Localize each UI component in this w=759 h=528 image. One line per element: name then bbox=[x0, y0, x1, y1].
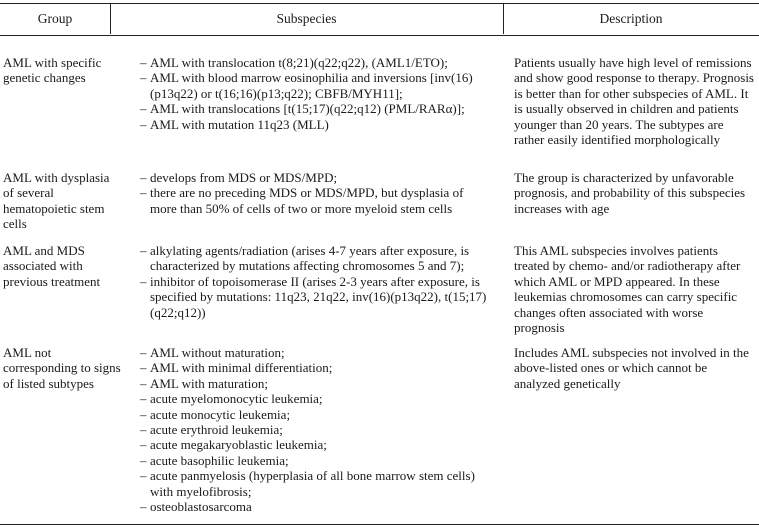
header-bottom-rule bbox=[0, 35, 759, 36]
table-top-rule bbox=[0, 3, 759, 4]
list-item: – AML without maturation; bbox=[140, 345, 495, 360]
row-1-description: Patients usually have high level of remissions and show good response to therapy. Prognosis is better than for other subspecies of AML. It is usually observed in children and patients younger than 20 years. The subtypes are rather easily identified morphologically bbox=[514, 55, 754, 148]
list-item: – AML with maturation; bbox=[140, 376, 495, 391]
list-item: – AML with translocations [t(15;17)(q22;q12) (PML/RARα)]; bbox=[140, 101, 505, 116]
list-item: – acute erythroid leukemia; bbox=[140, 422, 495, 437]
list-item: – AML with translocation t(8;21)(q22;q22), (AML1/ETO); bbox=[140, 55, 505, 70]
row-3-description: This AML subspecies involves patients treated by chemo- and/or radiotherapy after which AML or MPD appeared. In these leukemias chromosomes can carry specific changes often associated with worse prognosis bbox=[514, 243, 741, 336]
header-subspecies: Subspecies bbox=[276, 11, 337, 26]
list-item: – acute myelomonocytic leukemia; bbox=[140, 391, 495, 406]
row-3-group: AML and MDS associated with previous treatment bbox=[3, 243, 101, 289]
list-item: – AML with minimal differentiation; bbox=[140, 360, 495, 375]
header-group: Group bbox=[37, 11, 73, 26]
row-4-subspecies-list bbox=[140, 345, 495, 514]
row-1-subspecies-list bbox=[140, 55, 505, 132]
row-1-group: AML with specific genetic changes bbox=[3, 55, 102, 86]
list-item: – acute panmyelosis (hyperplasia of all bone marrow stem cells) with myelofibrosis; bbox=[140, 468, 495, 499]
list-item: – acute monocytic leukemia; bbox=[140, 407, 495, 422]
list-item: – acute basophilic leukemia; bbox=[140, 453, 495, 468]
row-2-description: The group is characterized by unfavorable prognosis, and probability of this subspecies increases with age bbox=[514, 170, 746, 216]
list-item: – AML with blood marrow eosinophilia and inversions [inv(16)(p13q22) or t(16;16)(p13;q22); CBFB/MYH11]; bbox=[140, 70, 505, 101]
row-4-group: AML not corresponding to signs of listed subtypes bbox=[3, 345, 121, 391]
row-2-group: AML with dysplasia of several hematopoietic stem cells bbox=[3, 170, 110, 232]
list-item: – osteoblastosarcoma bbox=[140, 499, 495, 514]
list-item: – acute megakaryoblastic leukemia; bbox=[140, 437, 495, 452]
list-item: – AML with mutation 11q23 (MLL) bbox=[140, 117, 505, 132]
row-3-subspecies-list bbox=[140, 243, 500, 320]
list-item: – alkylating agents/radiation (arises 4-7 years after exposure, is characterized by mutations affecting chromosomes 5 and 7); bbox=[140, 243, 500, 274]
header-description: Description bbox=[599, 11, 663, 26]
list-item: – inhibitor of topoisomerase II (arises 2-3 years after exposure, is specified by mutations: 11q23, 21q22, inv(16)(p13q22), t(15;17)(q22;q12)) bbox=[140, 274, 500, 320]
list-item: – there are no preceding MDS or MDS/MPD, but dysplasia of more than 50% of cells of two or more myeloid stem cells bbox=[140, 185, 480, 216]
list-item: – develops from MDS or MDS/MPD; bbox=[140, 170, 480, 185]
table-bottom-rule bbox=[0, 524, 759, 525]
row-2-subspecies-list bbox=[140, 170, 480, 216]
row-4-description: Includes AML subspecies not involved in the above-listed ones or which cannot be analyzed genetically bbox=[514, 345, 749, 391]
